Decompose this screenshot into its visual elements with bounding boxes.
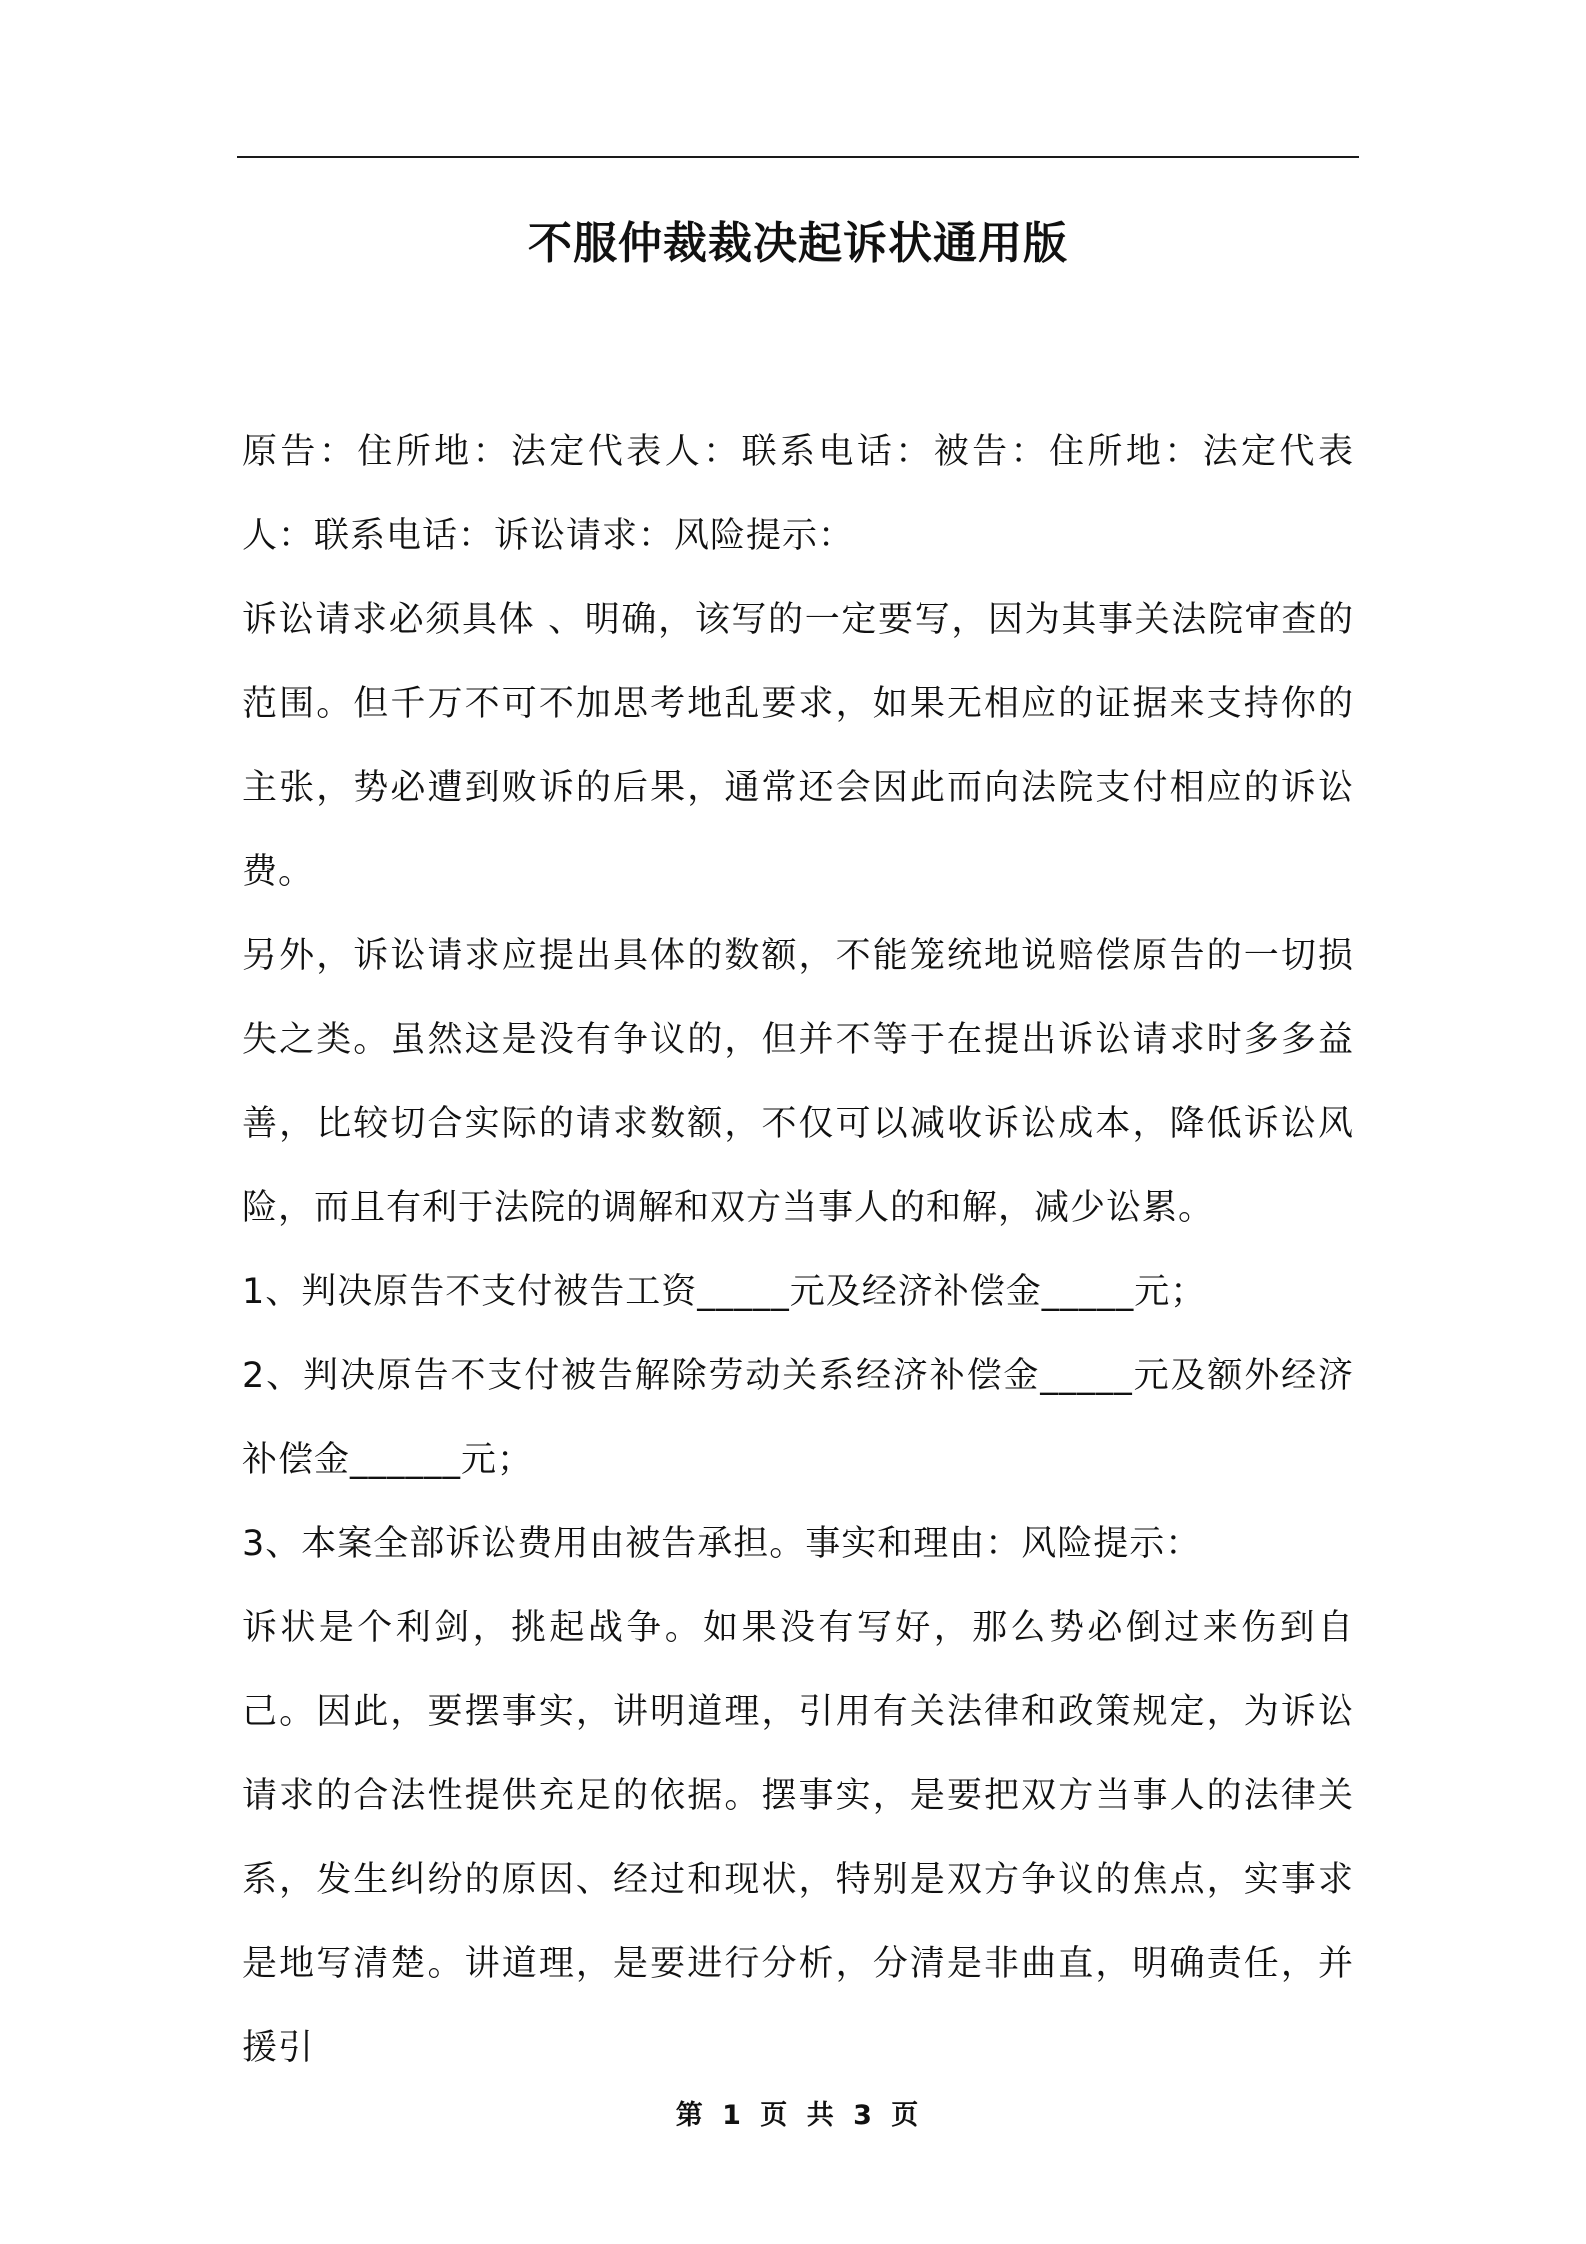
claim-item-1: 1、判决原告不支付被告工资_____元及经济补偿金_____元；: [242, 1272, 1207, 1312]
facts-paragraph: 诉状是个利剑，挑起战争。如果没有写好，那么势必倒过来伤到自己。因此，要摆事实，讲明道理，引用有关法律和政策规定，为诉讼请求的合法性提供充足的依据。摆事实，是要把双方当事人的法律关系，发生纠纷的原因、经过和现状，特别是双方争议的焦点，实事求是地写清楚。讲道理，是要进行分析，分清是非曲直，明确责任，并援引: [242, 1608, 1354, 2068]
header-rule: [237, 156, 1359, 158]
party-info-paragraph: 原告：住所地：法定代表人：联系电话：被告：住所地：法定代表人：联系电话：诉讼请求：风险提示：: [242, 432, 1354, 556]
claim-item-2: 2、判决原告不支付被告解除劳动关系经济补偿金_____元及额外经济补偿金______元；: [242, 1356, 1354, 1480]
claim-item-3: 3、本案全部诉讼费用由被告承担。事实和理由：风险提示：: [242, 1524, 1202, 1564]
risk-note-paragraph-2: 另外，诉讼请求应提出具体的数额，不能笼统地说赔偿原告的一切损失之类。虽然这是没有争议的，但并不等于在提出诉讼请求时多多益善，比较切合实际的请求数额，不仅可以减收诉讼成本，降低诉讼风险，而且有利于法院的调解和双方当事人的和解，减少讼累。: [242, 936, 1354, 1228]
document-body: [242, 410, 1354, 2090]
document-title: 不服仲裁裁决起诉状通用版: [528, 218, 1068, 269]
risk-note-paragraph-1: 诉讼请求必须具体 、明确，该写的一定要写，因为其事关法院审查的范围。但千万不可不加思考地乱要求，如果无相应的证据来支持你的主张，势必遭到败诉的后果，通常还会因此而向法院支付相应的诉讼费。: [242, 600, 1354, 892]
page-number-footer: 第 1 页 共 3 页: [675, 2100, 921, 2131]
